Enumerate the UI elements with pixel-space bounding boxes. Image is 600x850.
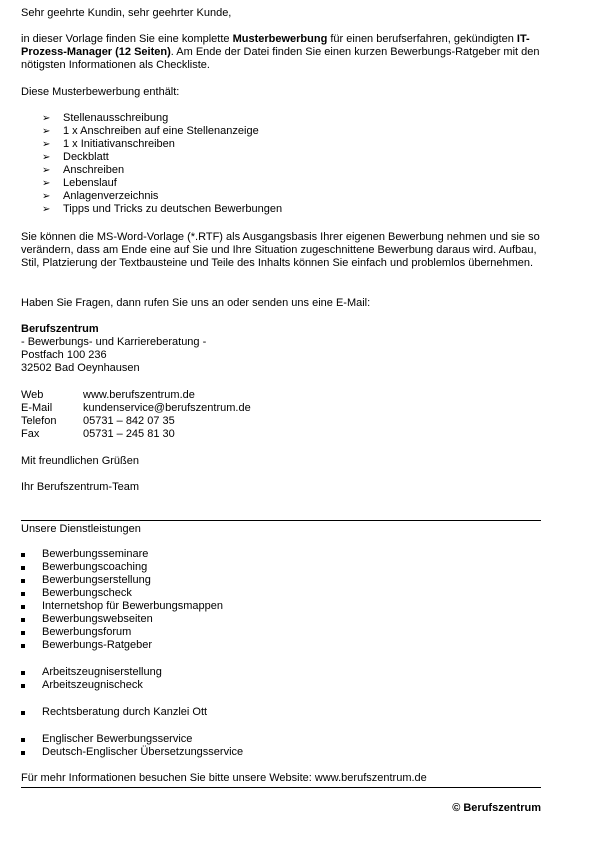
contact-details	[21, 389, 251, 441]
list-item	[21, 639, 243, 652]
arrow-bullet-icon: ➢	[42, 139, 51, 150]
list-item-label: Bewerbungscoaching	[42, 561, 148, 573]
list-item-label: Bewerbungs-Ratgeber	[42, 639, 153, 651]
list-item	[21, 587, 243, 600]
contact-label-fax: Fax	[21, 428, 40, 440]
address-block	[21, 323, 206, 375]
intro-text-2: für einen berufserfahren, gekündigten	[327, 33, 517, 45]
list-item-label: Internetshop für Bewerbungsmappen	[42, 600, 224, 612]
postbox: Postfach 100 236	[21, 349, 107, 361]
fax-number: 05731 – 245 81 30	[83, 428, 175, 440]
contents-heading: Diese Musterbewerbung enthält:	[21, 86, 180, 98]
list-item	[21, 733, 243, 746]
list-item-label: Tipps und Tricks zu deutschen Bewerbungen	[63, 203, 283, 215]
company-subtitle: - Bewerbungs- und Karriereberatung -	[21, 336, 207, 348]
divider	[21, 787, 541, 788]
list-item	[42, 151, 282, 164]
greeting: Sehr geehrte Kundin, sehr geehrter Kunde,	[21, 7, 232, 19]
contact-label-email: E-Mail	[21, 402, 53, 414]
list-item	[42, 138, 282, 151]
arrow-bullet-icon: ➢	[42, 113, 51, 124]
list-item-label: Bewerbungsseminare	[42, 548, 149, 560]
usage-paragraph: Sie können die MS-Word-Vorlage (*.RTF) als Ausgangsbasis Ihrer eigenen Bewerbung nehmen und sie so verändern, dass am Ende eine auf Sie und Ihre Situation zugeschnittene Bewerbung daraus wird. Aufbau, Stil, Platzierung der Textbausteine und Teile des Inhalts können Sie einfach und problemlos übernehmen.	[21, 231, 540, 269]
intro-text-1: in dieser Vorlage finden Sie eine komplette	[21, 33, 233, 45]
list-item-label: Bewerbungserstellung	[42, 574, 151, 586]
phone-number: 05731 – 842 07 35	[83, 415, 175, 427]
list-item	[42, 164, 282, 177]
list-item-label: 1 x Anschreiben auf eine Stellenanzeige	[63, 125, 259, 137]
list-item	[42, 125, 282, 138]
list-item-label: Deutsch-Englischer Übersetzungsservice	[42, 746, 244, 758]
list-item-label: Bewerbungsforum	[42, 626, 132, 638]
square-bullet-icon	[21, 738, 25, 742]
list-item-label: Lebenslauf	[63, 177, 117, 189]
arrow-bullet-icon: ➢	[42, 191, 51, 202]
square-bullet-icon	[21, 751, 25, 755]
square-bullet-icon	[21, 631, 25, 635]
list-item-label: Deckblatt	[63, 151, 109, 163]
list-item-label: Stellenausschreibung	[63, 112, 169, 124]
square-bullet-icon	[21, 605, 25, 609]
more-info-text: Für mehr Informationen besuchen Sie bitte unsere Website: www.berufszentrum.de	[21, 772, 427, 784]
intro-bold-1: Musterbewerbung	[232, 33, 328, 45]
list-item	[21, 561, 243, 574]
list-item-label: Bewerbungscheck	[42, 587, 132, 599]
contents-list	[42, 112, 282, 216]
contact-label-phone: Telefon	[21, 415, 57, 427]
list-item	[21, 679, 243, 692]
list-item	[21, 746, 243, 759]
arrow-bullet-icon: ➢	[42, 178, 51, 189]
web-link[interactable]: www.berufszentrum.de	[83, 389, 195, 401]
list-item-label: Rechtsberatung durch Kanzlei Ott	[42, 706, 208, 718]
contact-label-web: Web	[21, 389, 44, 401]
list-item-label: Englischer Bewerbungsservice	[42, 733, 193, 745]
arrow-bullet-icon: ➢	[42, 126, 51, 137]
services-heading: Unsere Dienstleistungen	[21, 523, 141, 535]
list-item	[42, 112, 282, 125]
intro-paragraph	[21, 33, 541, 72]
email-link[interactable]: kundenservice@berufszentrum.de	[83, 402, 251, 414]
list-item-label: Bewerbungswebseiten	[42, 613, 153, 625]
list-item	[21, 600, 243, 613]
square-bullet-icon	[21, 644, 25, 648]
list-item	[21, 613, 243, 626]
square-bullet-icon	[21, 592, 25, 596]
intro-text-3: . Am Ende der Datei finden Sie einen kurzen Bewerbungs-Ratgeber mit den nötigsten Informationen als Checkliste.	[21, 46, 540, 71]
intro-bold-2: IT-Prozess-Manager (12 Seiten)	[21, 33, 530, 58]
list-item-label: Arbeitszeugnischeck	[42, 679, 143, 691]
list-item-label: Anschreiben	[63, 164, 125, 176]
list-item-label: Arbeitszeugniserstellung	[42, 666, 162, 678]
list-item	[21, 548, 243, 561]
list-item	[42, 203, 282, 216]
divider	[21, 520, 541, 521]
services-list	[21, 548, 243, 759]
list-item	[21, 706, 243, 719]
list-item	[21, 574, 243, 587]
signature: Ihr Berufszentrum-Team	[21, 481, 139, 493]
arrow-bullet-icon: ➢	[42, 152, 51, 163]
arrow-bullet-icon: ➢	[42, 204, 51, 215]
square-bullet-icon	[21, 671, 25, 675]
list-item	[42, 190, 282, 203]
list-item-label: 1 x Initiativanschreiben	[63, 138, 175, 150]
closing: Mit freundlichen Grüßen	[21, 455, 139, 467]
square-bullet-icon	[21, 711, 25, 715]
square-bullet-icon	[21, 553, 25, 557]
list-item-label: Anlagenverzeichnis	[63, 190, 159, 202]
questions-text: Haben Sie Fragen, dann rufen Sie uns an oder senden uns eine E-Mail:	[21, 297, 371, 309]
company-name: Berufszentrum	[21, 323, 99, 335]
list-item	[21, 626, 243, 639]
list-item	[42, 177, 282, 190]
list-item	[21, 666, 243, 679]
square-bullet-icon	[21, 566, 25, 570]
copyright: © Berufszentrum	[452, 802, 541, 814]
square-bullet-icon	[21, 684, 25, 688]
city: 32502 Bad Oeynhausen	[21, 362, 140, 374]
arrow-bullet-icon: ➢	[42, 165, 51, 176]
square-bullet-icon	[21, 618, 25, 622]
square-bullet-icon	[21, 579, 25, 583]
